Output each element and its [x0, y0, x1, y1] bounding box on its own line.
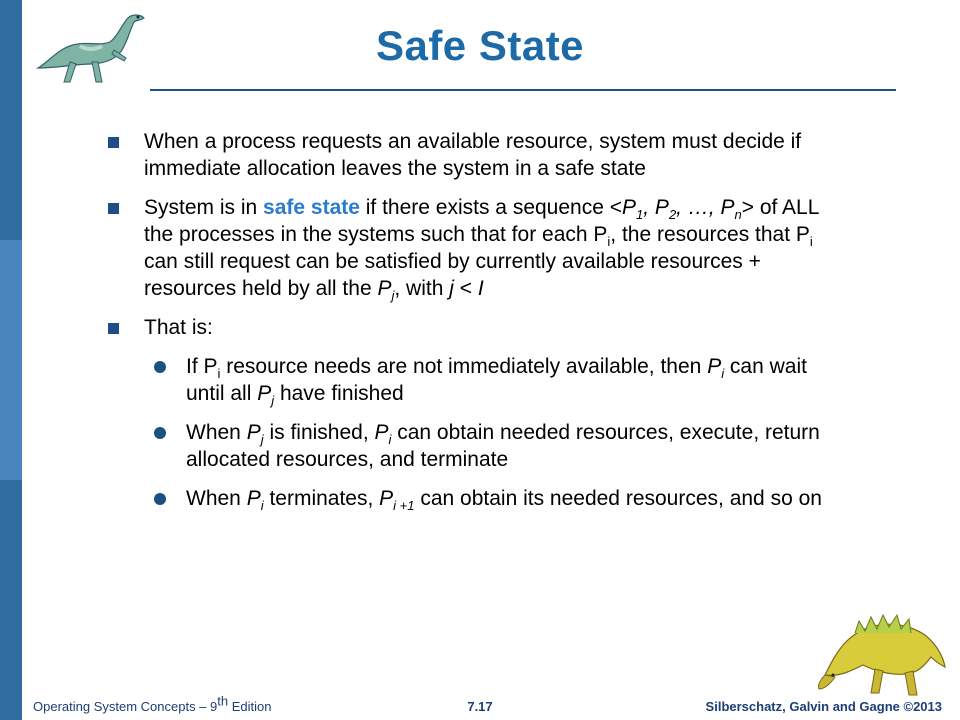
bullet-safe-state-definition [108, 194, 848, 302]
var-p: P [720, 196, 735, 219]
safe-state-highlight: safe state [263, 196, 360, 219]
subscript: i [721, 366, 725, 382]
subscript: i [217, 366, 221, 382]
text-span: > of ALL the processes in the systems such that for each P [144, 196, 819, 246]
text-span: If P [186, 355, 218, 378]
subscript: i [809, 234, 813, 250]
dinosaur-bottom-icon [815, 605, 955, 705]
bullet-marker [108, 137, 119, 148]
bullet-text: That is: [144, 316, 213, 339]
text-span: is finished, [263, 421, 375, 444]
text-span: System is in [144, 196, 264, 219]
text-span: , [643, 196, 655, 219]
text-span: can obtain its needed resources, and so on [414, 487, 822, 510]
subbullet-marker [154, 493, 166, 505]
text-span: < [453, 277, 478, 300]
var-p: P [257, 382, 272, 405]
subbullet-pi-terminates [154, 485, 848, 512]
var-p: P [379, 487, 394, 510]
sidebar-segment [0, 240, 22, 480]
slide-title: Safe State [375, 22, 585, 69]
text-span: , the resources that P [610, 223, 810, 246]
subbullet-marker [154, 427, 166, 439]
subscript: j [260, 432, 264, 448]
text-span: , …, [676, 196, 721, 219]
subbullet-wait-condition [154, 353, 848, 407]
text-span: terminates, [263, 487, 380, 510]
footer-text: Operating System Concepts – 9 [33, 699, 218, 714]
subscript: i [607, 234, 611, 250]
text-span: can obtain needed resources, execute, return allocated resources, and terminate [186, 421, 820, 471]
slide-content [108, 128, 848, 524]
text-span: can still request can be satisfied by currently available resources + resources held by all the [144, 250, 761, 300]
subscript: n [734, 207, 742, 223]
var-p: P [707, 355, 722, 378]
text-span: if there exists a sequence < [359, 196, 622, 219]
text-span: , with [394, 277, 450, 300]
bullet-text: When a process requests an available resource, system must decide if immediate allocation leaves the system in a safe state [144, 130, 802, 180]
text-span: resource needs are not immediately available, then [220, 355, 708, 378]
text-span: When [186, 487, 247, 510]
var-p: P [374, 421, 389, 444]
left-sidebar-bar [0, 0, 22, 720]
text-span: have finished [274, 382, 404, 405]
var-p: P [377, 277, 392, 300]
subscript: i [388, 432, 392, 448]
var-i: I [477, 277, 484, 300]
subscript: j [391, 288, 395, 304]
bullet-that-is [108, 314, 848, 341]
subscript: i [260, 498, 264, 514]
var-j: j [449, 277, 454, 300]
var-p: P [246, 421, 261, 444]
var-p: P [246, 487, 261, 510]
footer-authors: Silberschatz, Galvin and Gagne ©2013 [705, 699, 942, 714]
title-underline [150, 89, 896, 91]
footer-page-number: 7.17 [467, 699, 493, 714]
subbullet-marker [154, 361, 166, 373]
subbullet-pj-finished [154, 419, 848, 473]
subscript: 1 [636, 207, 644, 223]
subscript: 2 [668, 207, 677, 223]
bullet-request-resource [108, 128, 848, 182]
text-span: can wait until all [186, 355, 807, 405]
subscript: j [271, 393, 275, 409]
subscript: i +1 [393, 498, 415, 514]
var-p: P [622, 196, 637, 219]
superscript: th [217, 693, 229, 709]
bullet-marker [108, 323, 119, 334]
text-span: When [186, 421, 247, 444]
footer-text: Edition [228, 699, 272, 714]
var-p: P [654, 196, 669, 219]
bullet-marker [108, 203, 119, 214]
